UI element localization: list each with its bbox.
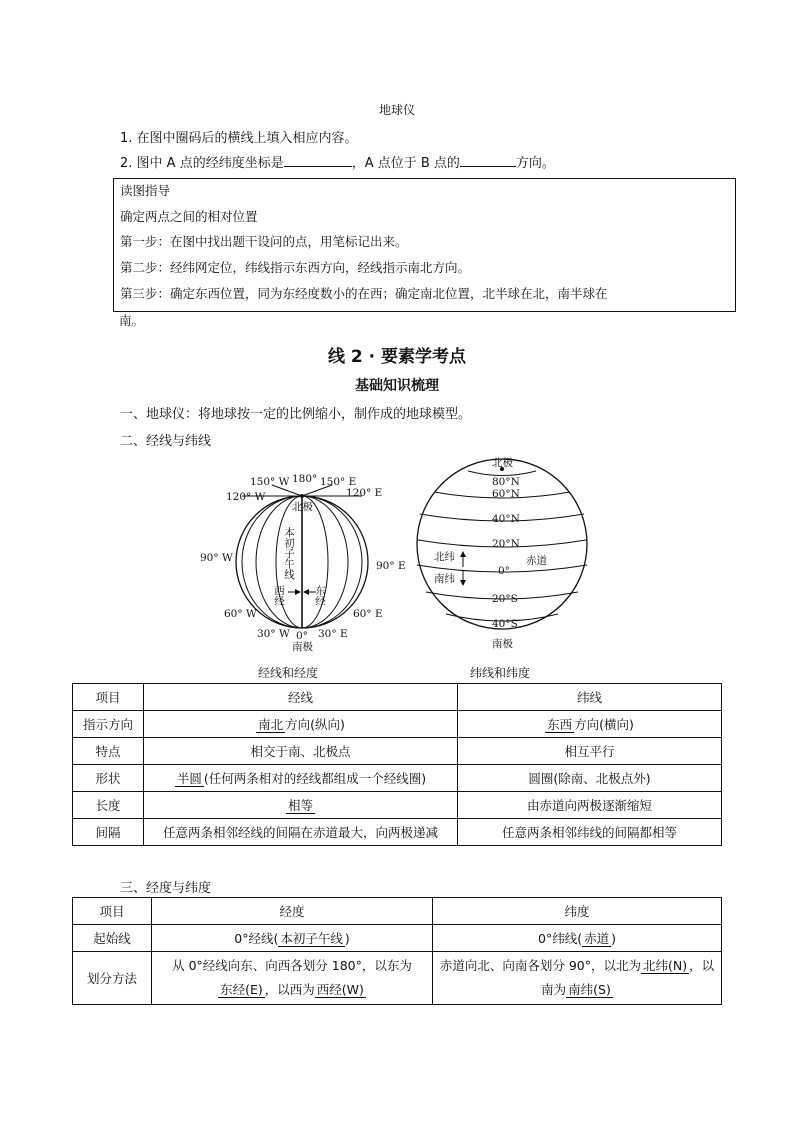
label-prime-meridian: 本初子午线 [283,527,295,580]
answer-text: 西经(W) [316,982,364,997]
table2-header-item: 项目 [73,898,152,925]
answer-text: 相等 [287,798,313,813]
label-90w: 90° W [200,552,233,564]
guide-subtitle: 确定两点之间的相对位置 [120,209,258,224]
meridian-parallel-table [72,683,722,846]
guide-step-3: 第三步：确定东西位置，同为东经度数小的在西；确定南北位置，北半球在北，南半球在 [120,286,608,301]
subsection-title: 基础知识梳理 [355,378,439,394]
label-equator: 赤道 [526,555,547,567]
label-150w: 150° W [250,476,290,488]
table1-cell: 圆圈(除南、北极点外) [458,765,722,792]
table1-cell: 任意两条相邻纬线的间隔都相等 [458,819,722,846]
table1-cell [144,792,458,819]
guide-step-2: 第二步：经纬网定位，纬线指示东西方向，经线指示南北方向。 [120,260,471,275]
label-0-meridian: 0° [296,630,308,642]
meridian-line [256,496,302,628]
cell-text: 0°纬线( [538,931,583,946]
question-1: 1. 在图中圈码后的横线上填入相应内容。 [120,131,358,146]
answer-text: 东经(E) [220,982,263,997]
label-20s: 20°S [492,593,518,605]
answer-text: 南纬(S) [568,982,611,997]
table1-row-label: 指示方向 [73,711,144,738]
table1-header-item: 项目 [73,684,144,711]
answer-text: 南北 [258,717,284,732]
label-90e: 90° E [376,560,406,572]
table-row [73,792,722,819]
table2-cell [152,925,433,952]
table2-row-label: 起始线 [73,925,152,952]
table2-cell [152,952,433,1005]
north-pole-dot [300,494,304,498]
label-20n: 20°N [492,538,520,550]
label-40n: 40°N [492,513,520,525]
table1-cell: 任意两条相邻经线的间隔在赤道最大，向两极递减 [144,819,458,846]
label-north-pole: 北极 [292,501,313,513]
table1-row-label: 长度 [73,792,144,819]
label-60e: 60° E [353,608,383,620]
table-row [73,738,722,765]
label-30w: 30° W [257,628,290,640]
question-2-text-b: ，A 点位于 B 点的 [351,156,460,171]
paragraph-globe-definition: 一、地球仪：将地球按一定的比例缩小，制作成的地球模型。 [120,407,472,422]
cell-text: ) [611,931,616,946]
label-south-pole: 南极 [492,638,513,650]
table2-cell [433,925,722,952]
reading-guide-box [113,178,736,312]
table-row [73,765,722,792]
table1-row-label: 形状 [73,765,144,792]
label-60n: 60°N [492,488,520,500]
table2-header-longitude: 经度 [152,898,433,925]
label-120e: 120° E [346,487,383,499]
answer-text: 本初子午线 [280,931,343,946]
cell-text: 方向(纵向) [285,717,345,732]
label-east-longitude: 东经 [314,585,326,606]
table1-cell: 相交于南、北极点 [144,738,458,765]
table2-cell [433,952,722,1005]
table1-row-label: 间隔 [73,819,144,846]
table1-cell [144,711,458,738]
label-60w: 60° W [224,608,257,620]
table2-row-label: 划分方法 [73,952,152,1005]
answer-blank-1[interactable] [284,153,352,167]
caption-meridians: 经线和经度 [258,666,319,680]
label-west-longitude: 西经 [273,585,285,606]
label-30e: 30° E [318,628,348,640]
cell-text: ，以南为 [541,958,715,997]
meridian-globe-diagram [190,465,415,680]
label-north-latitude: 北纬 [434,551,455,563]
label-80n: 80°N [492,476,520,488]
longitude-latitude-table [72,897,722,1005]
meridian-line [302,496,348,628]
table1-cell [144,765,458,792]
table2-header-latitude: 纬度 [433,898,722,925]
parallel-globe-diagram [410,452,595,652]
answer-text: 北纬(N) [643,958,688,973]
table-row [73,711,722,738]
table1-cell [458,711,722,738]
answer-text: 赤道 [584,931,610,946]
paragraph-longitude-latitude: 三、经度与纬度 [120,881,212,896]
paragraph-meridians-parallels: 二、经线与纬线 [120,434,212,449]
cell-text: 方向(横向) [574,717,634,732]
table1-row-label: 特点 [73,738,144,765]
question-2-text-c: 方向。 [515,156,555,171]
table1-cell: 由赤道向两极逐渐缩短 [458,792,722,819]
caption-parallels: 纬线和纬度 [470,666,531,680]
guide-step-1: 第一步：在图中找出题干设问的点，用笔标记出来。 [120,234,408,249]
cell-text: 从 0°经线向东、向西各划分 180°，以东为 [172,958,412,973]
label-0-equator: 0° [498,565,510,577]
answer-text: 半圆 [176,771,202,786]
label-south-latitude: 南纬 [434,573,455,585]
cell-text: 赤道向北、向南各划分 90°，以北为 [439,958,641,973]
table-row [73,925,722,952]
section-title: 线 2 · 要素学考点 [327,347,467,367]
table1-cell: 相互平行 [458,738,722,765]
question-2 [120,152,555,171]
answer-blank-2[interactable] [460,153,516,167]
table1-header-meridian: 经线 [144,684,458,711]
table-row [73,952,722,1005]
cell-text: 0°经线( [234,931,279,946]
label-180: 180° [292,473,318,485]
label-south-pole: 南极 [292,641,313,653]
table-row [73,819,722,846]
top-caption: 地球仪 [378,103,415,117]
cell-text: ，以西为 [264,982,315,997]
label-150e: 150° E [320,476,357,488]
guide-step-3-tail: 南。 [119,313,145,328]
label-120w: 120° W [226,491,266,503]
meridian-line [302,496,328,628]
cell-text: ) [344,931,350,946]
table1-header-parallel: 纬线 [458,684,722,711]
question-2-text-a: 2. 图中 A 点的经纬度坐标是 [120,156,284,171]
label-40s: 40°S [492,618,518,630]
answer-text: 东西 [547,717,573,732]
label-north-pole: 北极 [492,457,513,469]
guide-title: 读图指导 [120,183,171,198]
cell-text: (任何两条相对的经线都组成一个经线圈) [203,771,427,786]
parallel-line [468,471,536,476]
